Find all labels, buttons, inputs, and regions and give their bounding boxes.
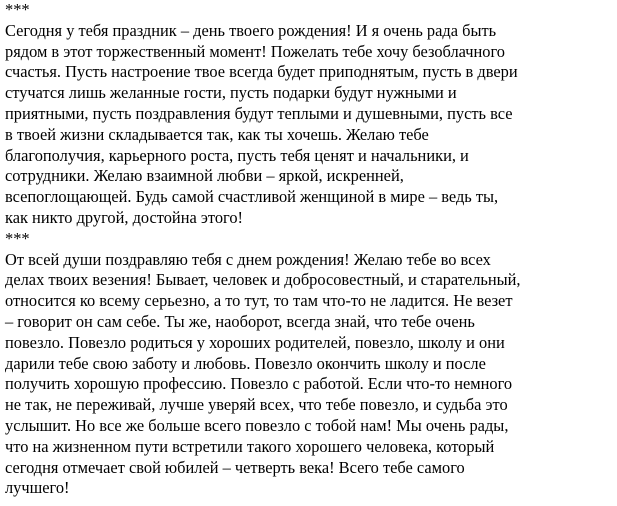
- text-line: что на жизненном пути встретили такого хорошего человека, который: [5, 436, 495, 456]
- text-line: получить хорошую профессию. Повезло с работой. Если что-то немного: [5, 374, 513, 394]
- text-line: относится ко всему серьезно, а то тут, то там что-то не ладится. Не везет: [5, 291, 513, 311]
- text-line: благополучия, карьерного роста, пусть тебя ценят и начальники, и: [5, 145, 469, 165]
- text-line: От всей души поздравляю тебя с днем рождения! Желаю тебе во всех: [5, 249, 491, 269]
- text-line: сотрудники. Желаю взаимной любви – яркой, искренней,: [5, 166, 404, 186]
- paragraph-birthday-wish-2: [5, 250, 617, 500]
- separator-top: ***: [5, 0, 30, 19]
- text-line: сегодня отмечает свой юбилей – четверть века! Всего тебе самого: [5, 457, 465, 477]
- separator-middle: ***: [5, 228, 30, 248]
- text-line: как никто другой, достойна этого!: [5, 207, 243, 227]
- text-line: дарили тебе свою заботу и любовь. Повезло окончить школу и после: [5, 353, 486, 373]
- text-line: всепоглощающей. Будь самой счастливой женщиной в мире – ведь ты,: [5, 187, 499, 207]
- text-line: делах твоих везения! Бывает, человек и добросовестный, и старательный,: [5, 270, 521, 290]
- text-line: счастья. Пусть настроение твое всегда будет приподнятым, пусть в двери: [5, 62, 518, 82]
- text-line: рядом в этот торжественный момент! Пожелать тебе хочу безоблачного: [5, 41, 505, 61]
- text-line: – говорит он сам себе. Ты же, наоборот, всегда знай, что тебе очень: [5, 311, 475, 331]
- text-line: Сегодня у тебя праздник – день твоего рождения! И я очень рада быть: [5, 20, 497, 40]
- text-line: повезло. Повезло родиться у хороших родителей, повезло, школу и они: [5, 332, 505, 352]
- text-line: в твоей жизни складывается так, как ты хочешь. Желаю тебе: [5, 124, 429, 144]
- text-line: лучшего!: [5, 478, 70, 498]
- text-line: приятными, пусть поздравления будут теплыми и душевными, пусть все: [5, 103, 513, 123]
- text-line: услышит. Но все же больше всего повезло с тобой нам! Мы очень рады,: [5, 415, 509, 435]
- paragraph-birthday-wish-1: [5, 21, 617, 229]
- text-line: не так, не переживай, лучше уверяй всех, что тебе повезло, и судьба это: [5, 395, 508, 415]
- text-line: стучатся лишь желанные гости, пусть подарки будут нужными и: [5, 83, 457, 103]
